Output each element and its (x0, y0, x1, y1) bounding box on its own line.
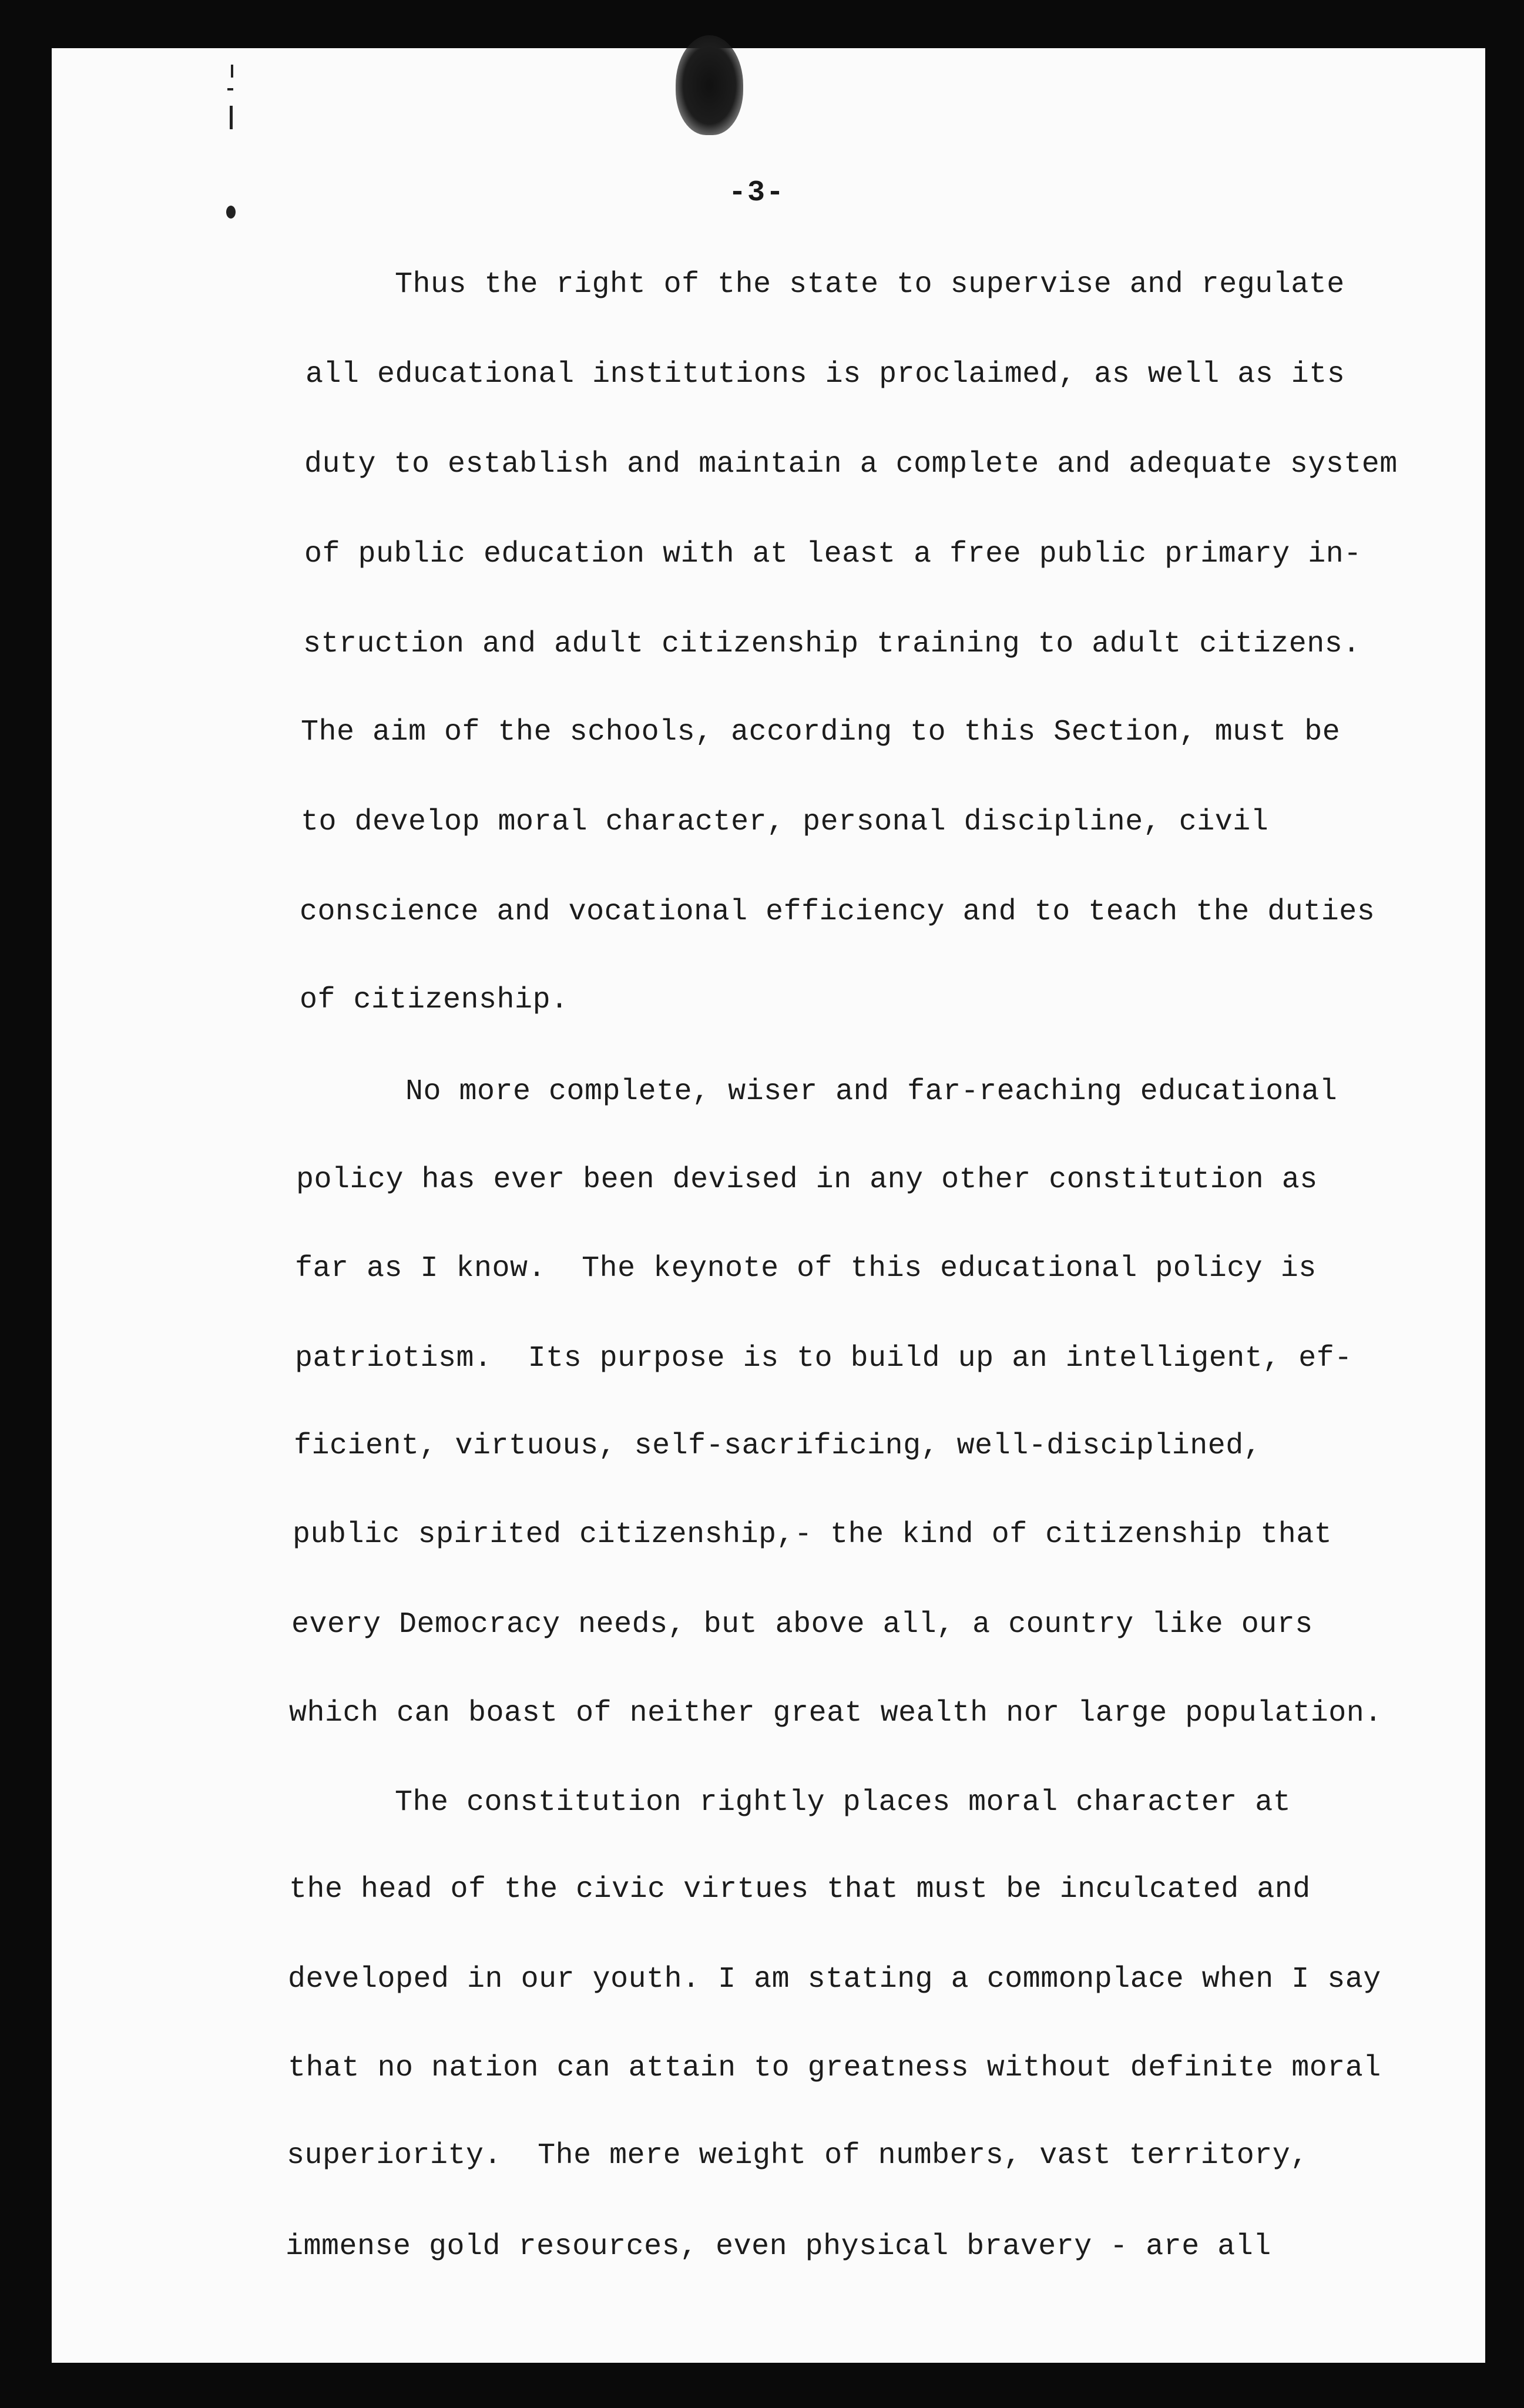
page-number: -3- (729, 176, 786, 210)
text-line: ficient, virtuous, self-sacrificing, well-disciplined, (294, 1429, 1262, 1463)
text-line: that no nation can attain to greatness without definite moral (288, 2051, 1381, 2085)
ink-blot (676, 35, 743, 135)
text-line: patriotism. Its purpose is to build up an intelligent, ef- (295, 1342, 1352, 1375)
text-line: the head of the civic virtues that must be inculcated and (289, 1873, 1311, 1906)
text-line: The constitution rightly places moral character at (395, 1786, 1291, 1819)
text-line: Thus the right of the state to supervise and regulate (395, 268, 1345, 301)
text-line: all educational institutions is proclaimed, as well as its (306, 358, 1345, 391)
text-line: immense gold resources, even physical bravery - are all (286, 2230, 1271, 2263)
text-line: conscience and vocational efficiency and to teach the duties (300, 895, 1375, 929)
text-line: of public education with at least a free public primary in- (304, 538, 1362, 571)
text-line: every Democracy needs, but above all, a country like ours (291, 1608, 1313, 1641)
text-line: public spirited citizenship,- the kind of citizenship that (293, 1518, 1332, 1551)
text-line: duty to establish and maintain a complete and adequate system (304, 448, 1398, 481)
document-page (52, 48, 1485, 2363)
text-line: superiority. The mere weight of numbers, vast territory, (287, 2139, 1308, 2172)
text-line: policy has ever been devised in any other constitution as (296, 1163, 1318, 1197)
text-line: to develop moral character, personal discipline, civil (301, 805, 1269, 839)
text-line: of citizenship. (300, 983, 569, 1017)
text-line: developed in our youth. I am stating a commonplace when I say (288, 1963, 1381, 1996)
text-line: which can boast of neither great wealth nor large population. (289, 1697, 1382, 1730)
text-line: No more complete, wiser and far-reaching educational (405, 1075, 1338, 1109)
text-line: far as I know. The keynote of this educational policy is (295, 1252, 1317, 1285)
page-edge-marks (226, 65, 244, 241)
text-line: struction and adult citizenship training to adult citizens. (303, 627, 1361, 661)
text-line: The aim of the schools, according to this Section, must be (301, 716, 1341, 749)
